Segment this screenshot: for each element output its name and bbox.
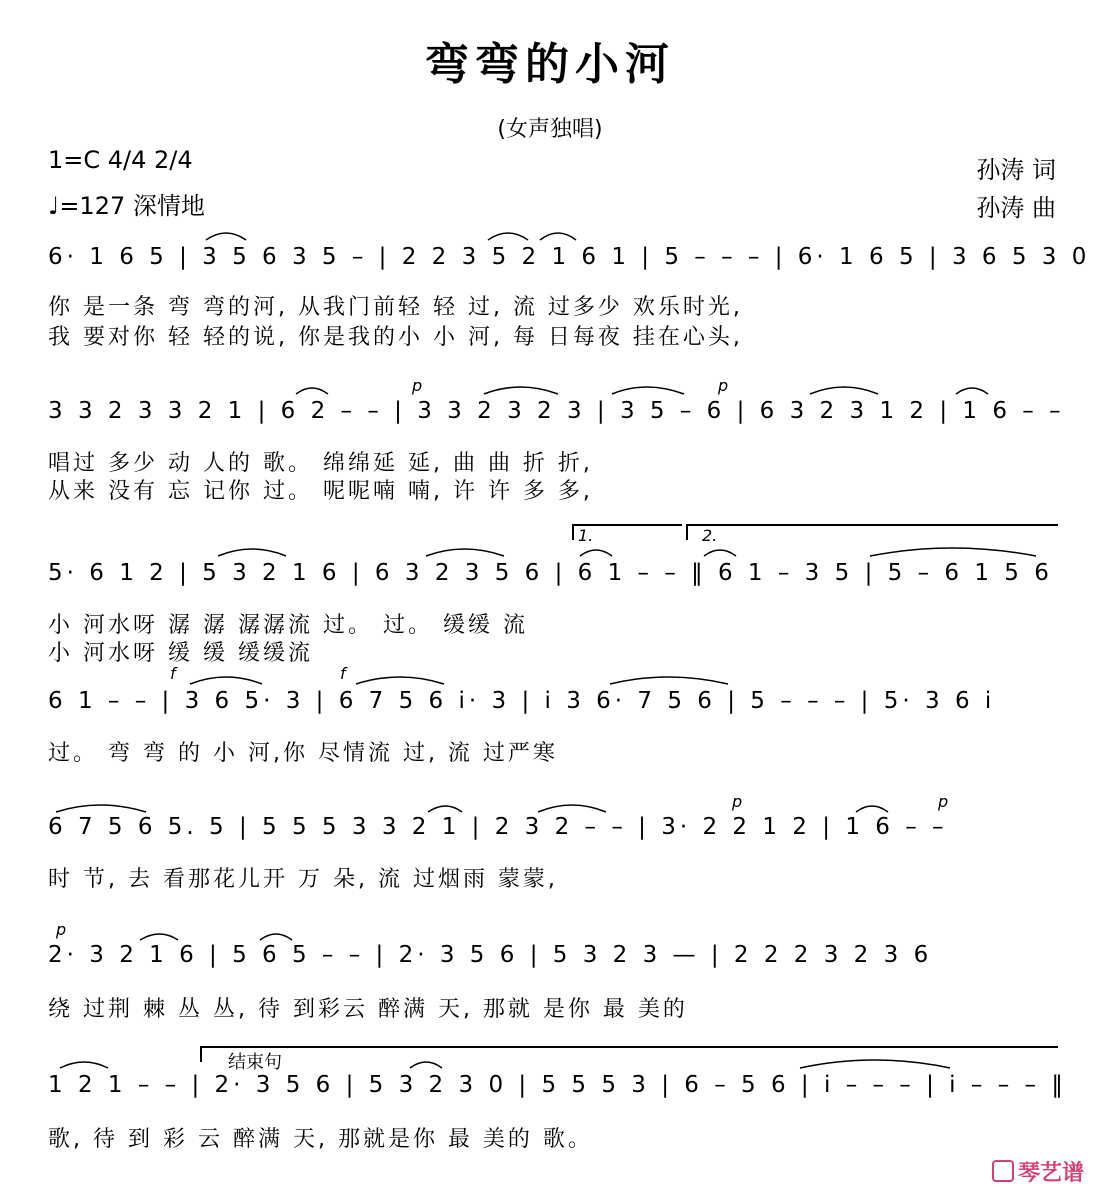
- slur: [956, 388, 988, 394]
- music-line-7: 1 2 1 – – | 2· 3 5 6 | 5 3 2 3 0 | 5 5 5 3 | 6 – 5 6 | i – – – | i – – – ‖: [48, 1072, 1067, 1098]
- music-line-3: 5· 6 1 2 | 5 3 2 1 6 | 6 3 2 3 5 6 | 6 1 – – ‖ 6 1 – 3 5 | 5 – 6 1 5 6: [48, 560, 1053, 586]
- slur: [810, 387, 878, 394]
- slur: [218, 549, 286, 556]
- tempo-marking: ♩=127 深情地: [48, 192, 205, 220]
- slur: [356, 677, 444, 684]
- slur: [488, 233, 528, 240]
- lyric-line-4: 过。 弯 弯 的 小 河,你 尽情流 过, 流 过严寒: [48, 741, 558, 766]
- slur: [610, 677, 728, 684]
- slur: [704, 550, 736, 556]
- lyric-line-2-verse-2: 从来 没有 忘 记你 过。 呢呢喃 喃, 许 许 多 多,: [48, 479, 593, 504]
- subtitle: (女声独唱): [497, 117, 603, 142]
- dynamic-f: f: [170, 664, 176, 683]
- lyric-line-7: 歌, 待 到 彩 云 醉满 天, 那就是你 最 美的 歌。: [48, 1127, 593, 1152]
- volta-2-label: 2.: [702, 526, 718, 545]
- slur: [60, 1062, 108, 1068]
- slur: [538, 805, 606, 812]
- slur: [296, 388, 328, 394]
- song-title: 弯弯的小河: [425, 39, 675, 90]
- slur: [612, 387, 684, 394]
- ending-label: 结束句: [228, 1052, 282, 1073]
- lyric-line-5: 时 节, 去 看那花儿开 万 朵, 流 过烟雨 蒙蒙,: [48, 867, 558, 892]
- volta-1-label: 1.: [578, 526, 594, 545]
- dynamic-p: p: [412, 376, 423, 395]
- slur: [190, 677, 262, 684]
- lyric-line-1-verse-2: 我 要对你 轻 轻的说, 你是我的小 小 河, 每 日每夜 挂在心头,: [48, 325, 743, 350]
- slur: [428, 806, 462, 812]
- lyric-line-3-verse-1: 小 河水呀 潺 潺 潺潺流 过。 过。 缓缓 流: [48, 613, 528, 638]
- slur: [870, 548, 1036, 556]
- music-line-2: 3 3 2 3 3 2 1 | 6 2 – – | 3 3 2 3 2 3 | 3 5 – 6 | 6 3 2 3 1 2 | 1 6 – –: [48, 398, 1065, 424]
- slur: [800, 1060, 950, 1068]
- dynamic-p: p: [56, 920, 67, 939]
- slur: [580, 550, 612, 556]
- slur: [540, 233, 576, 240]
- slur: [426, 549, 504, 556]
- key-signature: 1=C 4/4 2/4: [48, 146, 193, 174]
- music-line-4: 6 1 – – | 3 6 5· 3 | 6 7 5 6 i· 3 | i 3 6· 7 5 6 | 5 – – – | 5· 3 6 i: [48, 688, 996, 714]
- lyricist-credit: 孙涛 词: [976, 156, 1056, 184]
- dynamic-p: p: [732, 792, 743, 811]
- slur: [56, 805, 146, 812]
- slur: [140, 934, 178, 940]
- lyric-line-1-verse-1: 你 是一条 弯 弯的河, 从我门前轻 轻 过, 流 过多少 欢乐时光,: [48, 295, 743, 320]
- dynamic-p: p: [718, 376, 729, 395]
- lyric-line-3-verse-2: 小 河水呀 缓 缓 缓缓流: [48, 641, 313, 666]
- composer-credit: 孙涛 曲: [976, 194, 1056, 222]
- dynamic-p: p: [938, 792, 949, 811]
- slur: [410, 1062, 442, 1068]
- slur: [260, 934, 292, 940]
- slur: [206, 233, 246, 240]
- music-line-5: 6 7 5 6 5. 5 | 5 5 5 3 3 2 1 | 2 3 2 – – | 3· 2 2 1 2 | 1 6 – –: [48, 814, 948, 840]
- slur: [484, 387, 558, 394]
- slur: [856, 806, 888, 812]
- music-line-6: 2· 3 2 1 6 | 5 6 5 – – | 2· 3 5 6 | 5 3 2 3 — | 2 2 2 3 2 3 6: [48, 942, 933, 968]
- lyric-line-6: 绕 过荆 棘 丛 丛, 待 到彩云 醉满 天, 那就 是你 最 美的: [48, 997, 688, 1022]
- music-line-1: 6· 1 6 5 | 3 5 6 3 5 – | 2 2 3 5 2 1 6 1 | 5 – – – | 6· 1 6 5 | 3 6 5 3 0: [48, 244, 1091, 270]
- lyric-line-2-verse-1: 唱过 多少 动 人的 歌。 绵绵延 延, 曲 曲 折 折,: [48, 451, 593, 476]
- dynamic-f: f: [340, 664, 346, 683]
- watermark-text: 琴艺谱: [1017, 1161, 1084, 1186]
